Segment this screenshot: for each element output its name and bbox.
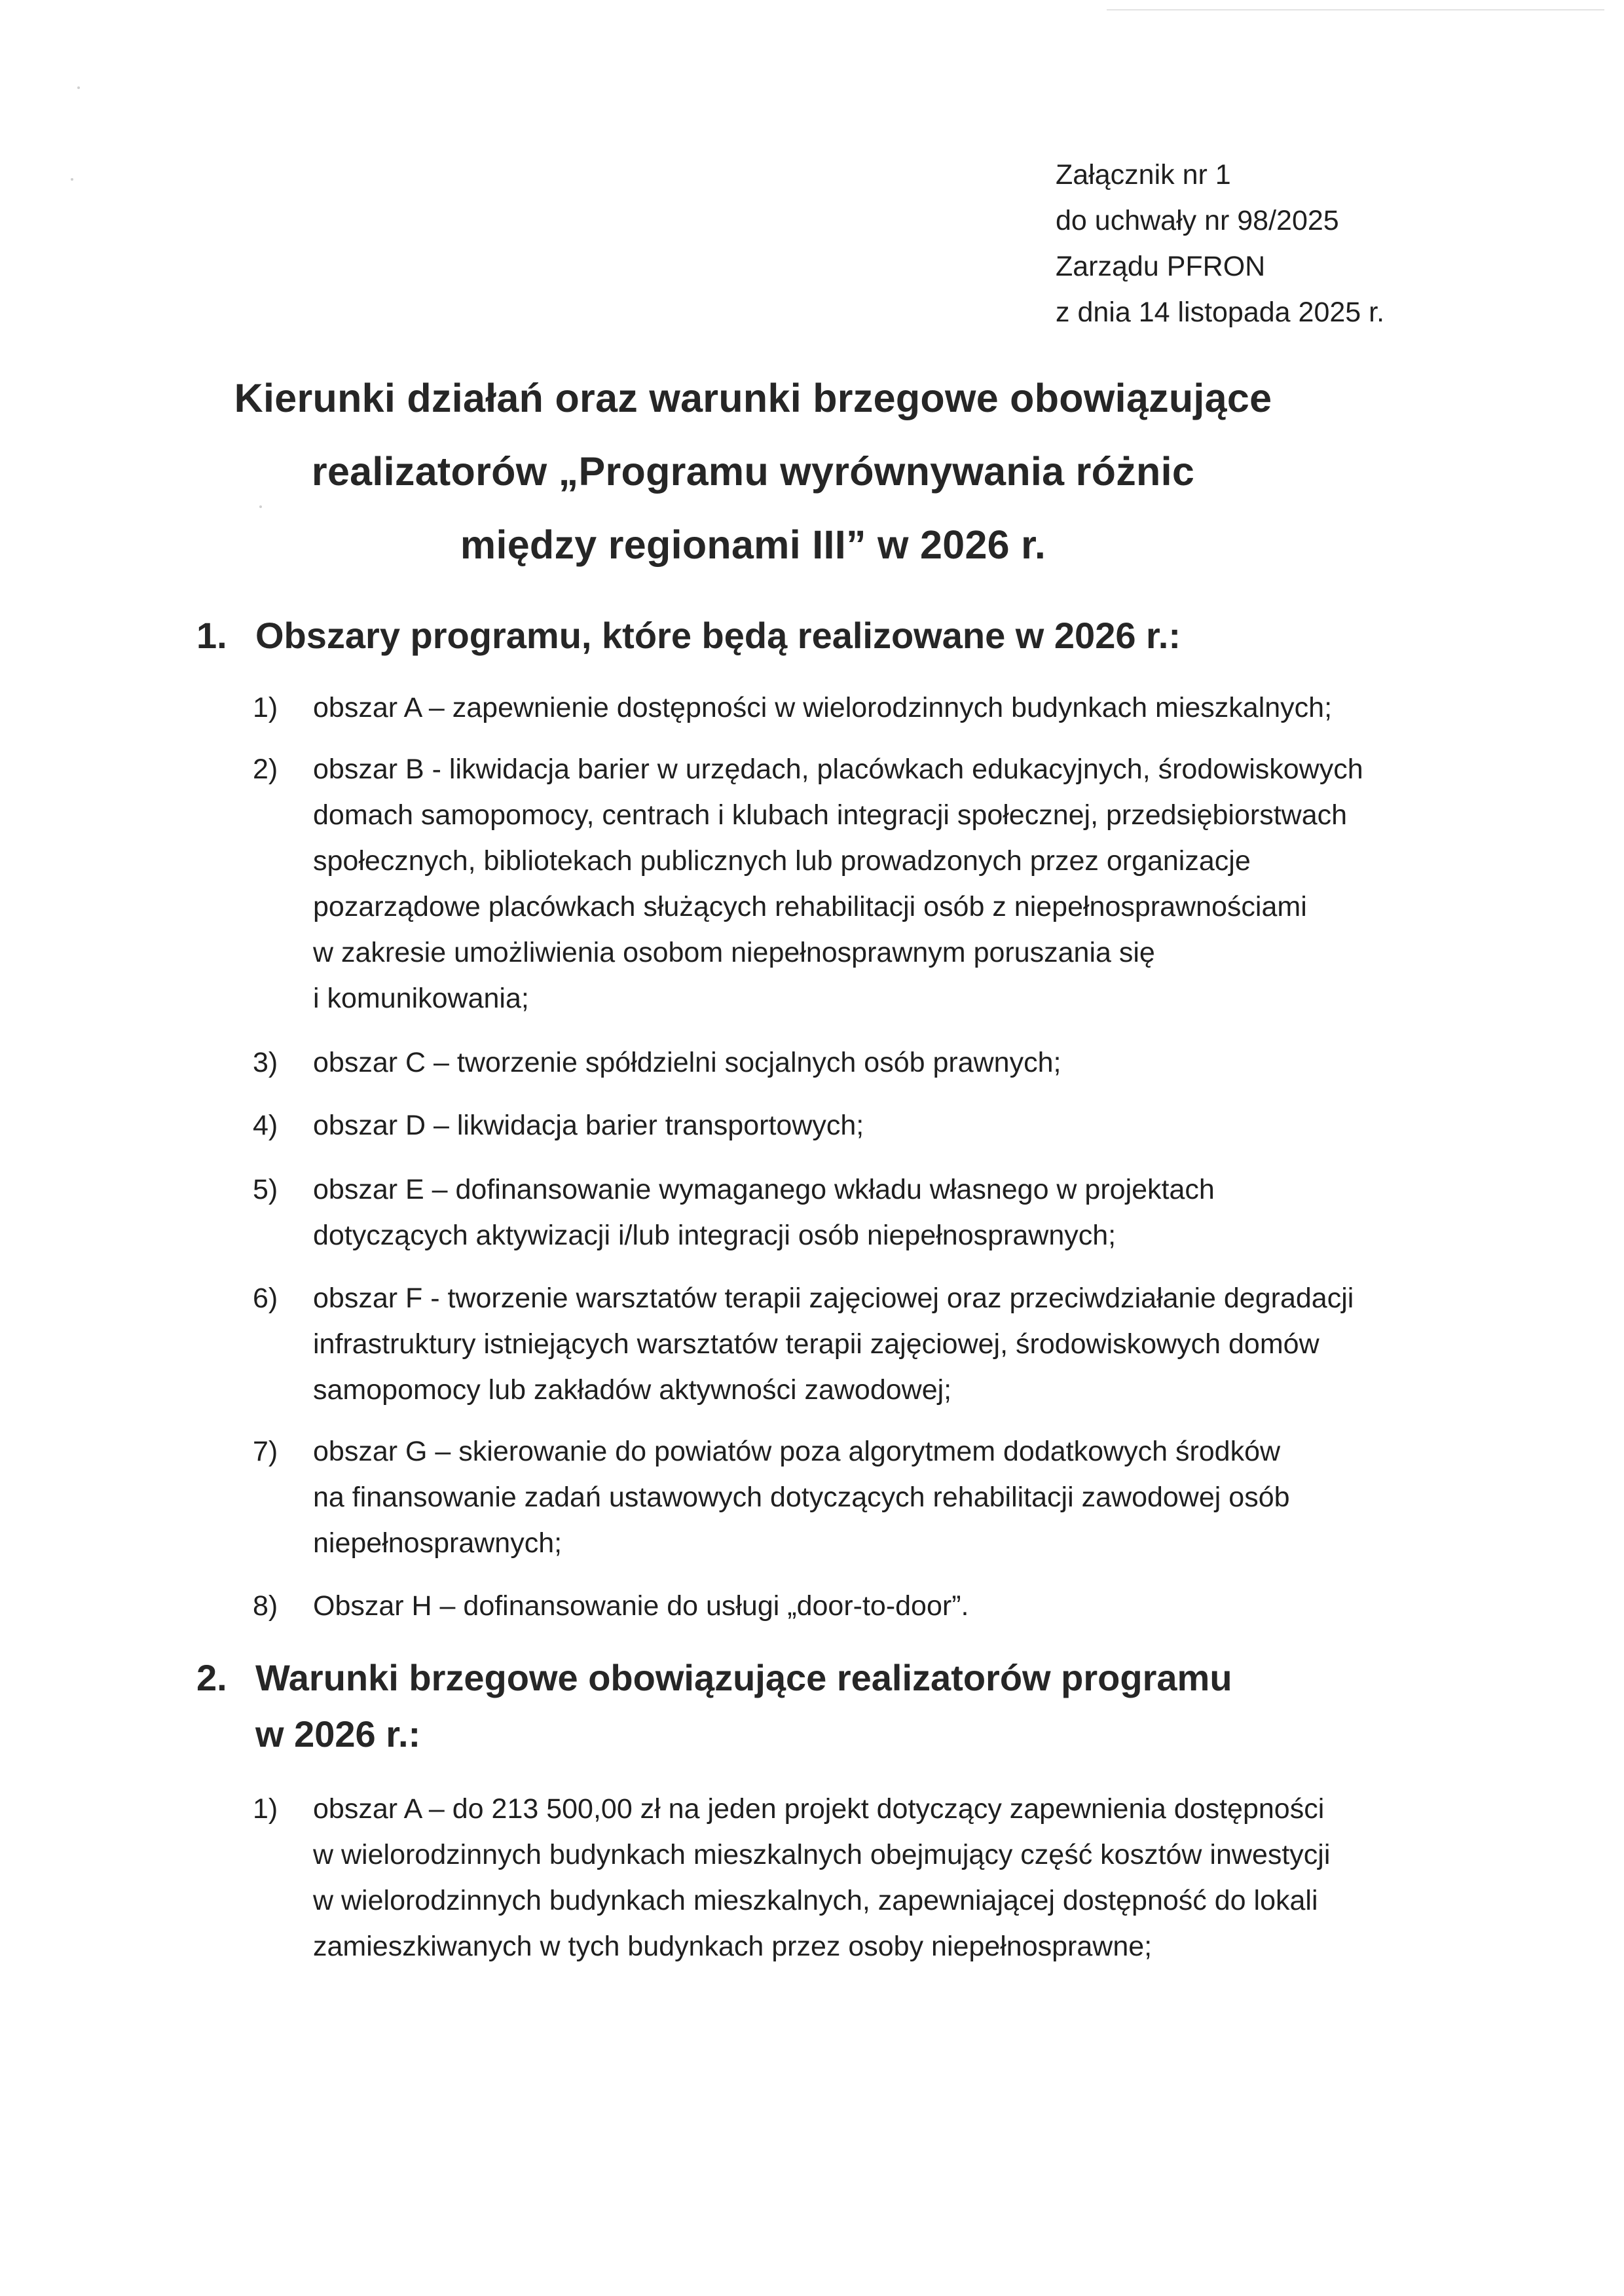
list-item (253, 1275, 1484, 1413)
list-marker: 5) (253, 1174, 278, 1205)
list-marker: 1) (253, 1793, 278, 1825)
section-1-heading (196, 608, 1181, 664)
list-item-line: i komunikowania; (313, 983, 529, 1014)
list-item (253, 1167, 1484, 1258)
list-item-line: pozarządowe placówkach służących rehabilitacji osób z niepełnosprawnościami (313, 891, 1307, 922)
list-item-line: obszar C – tworzenie spółdzielni socjalnych osób prawnych; (313, 1047, 1061, 1078)
section-number: 2. (196, 1657, 227, 1698)
list-marker: 1) (253, 692, 278, 723)
list-item-line: domach samopomocy, centrach i klubach integracji społecznej, przedsiębiorstwach (313, 799, 1348, 831)
section-heading-text: w 2026 r.: (255, 1713, 421, 1755)
list-item-line: społecznych, bibliotekach publicznych lub prowadzonych przez organizacje (313, 845, 1251, 877)
list-item-line: obszar F - tworzenie warsztatów terapii zajęciowej oraz przeciwdziałanie degradacji (313, 1283, 1354, 1314)
list-item-line: w wielorodzinnych budynkach mieszkalnych, zapewniającej dostępność do lokali (313, 1885, 1318, 1916)
section-heading-text: Obszary programu, które będą realizowane w 2026 r.: (255, 615, 1181, 656)
list-item-line: zamieszkiwanych w tych budynkach przez osoby niepełnosprawne; (313, 1931, 1153, 1962)
section-number: 1. (196, 615, 227, 656)
title-line: realizatorów „Programu wyrównywania różnic (311, 449, 1195, 494)
annex-line: Załącznik nr 1 (1056, 159, 1231, 191)
annex-header (1056, 152, 1384, 335)
scan-speck (71, 178, 73, 181)
list-item (253, 746, 1484, 1021)
annex-line: Zarządu PFRON (1056, 251, 1266, 282)
section-heading-text: Warunki brzegowe obowiązujące realizatorów programu (255, 1657, 1232, 1698)
title-line: Kierunki działań oraz warunki brzegowe obowiązujące (234, 376, 1272, 420)
title-line: między regionami III” w 2026 r. (460, 522, 1046, 567)
list-item (253, 1040, 1484, 1085)
list-item (253, 1786, 1484, 1969)
list-marker: 8) (253, 1590, 278, 1622)
list-marker: 3) (253, 1047, 278, 1078)
list-item-line: w zakresie umożliwienia osobom niepełnosprawnym poruszania się (313, 937, 1155, 968)
list-item-line: samopomocy lub zakładów aktywności zawodowej; (313, 1374, 952, 1406)
list-item-line: w wielorodzinnych budynkach mieszkalnych obejmujący część kosztów inwestycji (313, 1839, 1331, 1870)
list-marker: 6) (253, 1283, 278, 1314)
list-item (253, 1583, 1484, 1629)
list-marker: 2) (253, 754, 278, 785)
list-item-line: obszar B - likwidacja barier w urzędach, placówkach edukacyjnych, środowiskowych (313, 754, 1363, 785)
annex-line: z dnia 14 listopada 2025 r. (1056, 297, 1385, 328)
document-title (196, 361, 1310, 581)
list-item-line: dotyczących aktywizacji i/lub integracji osób niepełnosprawnych; (313, 1220, 1116, 1251)
list-item-line: na finansowanie zadań ustawowych dotyczących rehabilitacji zawodowej osób (313, 1482, 1290, 1513)
list-item (253, 1429, 1484, 1566)
list-item-line: obszar E – dofinansowanie wymaganego wkładu własnego w projektach (313, 1174, 1215, 1205)
list-item-line: Obszar H – dofinansowanie do usługi „door-to-door”. (313, 1590, 969, 1622)
list-item-line: niepełnosprawnych; (313, 1527, 563, 1559)
list-item (253, 685, 1484, 731)
scan-edge-line (1107, 9, 1604, 10)
list-item-line: obszar A – do 213 500,00 zł na jeden projekt dotyczący zapewnienia dostępności (313, 1793, 1325, 1825)
section-2-heading (196, 1650, 1232, 1762)
list-marker: 4) (253, 1110, 278, 1141)
list-item-line: obszar D – likwidacja barier transportowych; (313, 1110, 864, 1141)
list-item-line: infrastruktury istniejących warsztatów terapii zajęciowej, środowiskowych domów (313, 1328, 1320, 1360)
list-marker: 7) (253, 1436, 278, 1467)
list-item-line: obszar A – zapewnienie dostępności w wielorodzinnych budynkach mieszkalnych; (313, 692, 1333, 723)
list-item (253, 1102, 1484, 1148)
scan-speck (77, 86, 80, 89)
annex-line: do uchwały nr 98/2025 (1056, 205, 1339, 236)
list-item-line: obszar G – skierowanie do powiatów poza algorytmem dodatkowych środków (313, 1436, 1281, 1467)
